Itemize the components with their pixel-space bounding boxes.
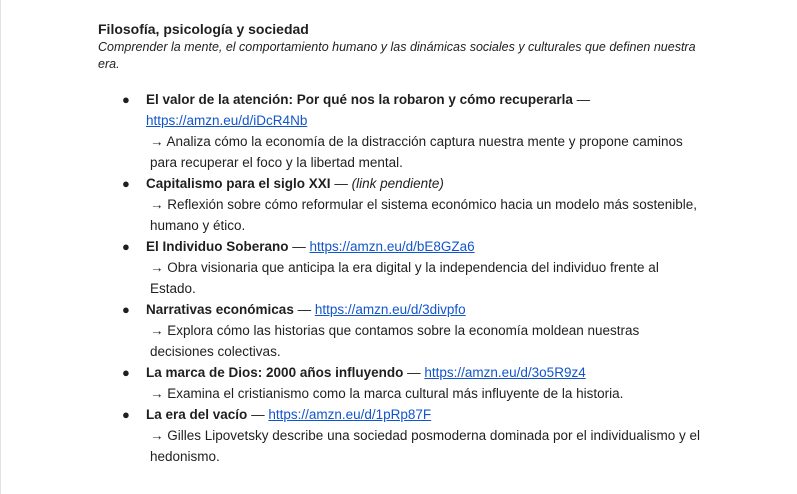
list-item [122, 89, 706, 173]
book-description: → Obra visionaria que anticipa la era digital y la independencia del individuo frente al Estado. [150, 260, 659, 296]
list-item [122, 404, 706, 467]
book-description: → Gilles Lipovetsky describe una sociedad posmoderna dominada por el individualismo y el hedonismo. [150, 428, 701, 464]
separator: — [330, 176, 352, 191]
bullet-icon: ● [122, 365, 130, 380]
book-description: → Reflexión sobre cómo reformular el sistema económico hacia un modelo más sostenible, humano y ético. [150, 197, 698, 233]
separator: — [288, 239, 310, 254]
book-title: Capitalismo para el siglo XXI [146, 176, 331, 191]
book-title: Narrativas económicas [146, 302, 294, 317]
book-link[interactable]: https://amzn.eu/d/3o5R9z4 [424, 365, 586, 380]
link-pending-note: (link pendiente) [351, 176, 444, 191]
book-description: → Examina el cristianismo como la marca cultural más influyente de la historia. [150, 386, 624, 401]
book-link[interactable]: https://amzn.eu/d/bE8GZa6 [309, 239, 475, 254]
book-description: → Analiza cómo la economía de la distracción captura nuestra mente y propone caminos para recuperar el foco y la libertad mental. [150, 134, 683, 170]
separator: — [293, 302, 315, 317]
list-item [122, 362, 706, 404]
book-title: El valor de la atención: Por qué nos la robaron y cómo recuperarla [146, 92, 573, 107]
list-item [122, 236, 706, 299]
book-link[interactable]: https://amzn.eu/d/3divpfo [314, 302, 466, 317]
bullet-icon: ● [122, 239, 130, 254]
section-heading: Filosofía, psicología y sociedad [98, 21, 309, 37]
bullet-icon: ● [122, 302, 130, 317]
separator: — [247, 407, 269, 422]
book-list [1, 89, 706, 467]
bullet-icon: ● [122, 407, 130, 422]
book-link[interactable]: https://amzn.eu/d/iDcR4Nb [146, 113, 308, 128]
list-item [122, 299, 706, 362]
book-description: → Explora cómo las historias que contamos sobre la economía moldean nuestras decisiones colectivas. [150, 323, 640, 359]
book-title: El Individuo Soberano [146, 239, 289, 254]
bullet-icon: ● [122, 92, 130, 107]
separator: — [403, 365, 425, 380]
section-subtitle: Comprender la mente, el comportamiento humano y las dinámicas sociales y culturales que definen nuestra era. [98, 40, 696, 71]
book-title: La marca de Dios: 2000 años influyendo [146, 365, 404, 380]
separator: — [572, 92, 591, 107]
book-title: La era del vacío [146, 407, 248, 422]
list-item [122, 173, 706, 236]
book-link[interactable]: https://amzn.eu/d/1pRp87F [268, 407, 432, 422]
bullet-icon: ● [122, 176, 130, 191]
